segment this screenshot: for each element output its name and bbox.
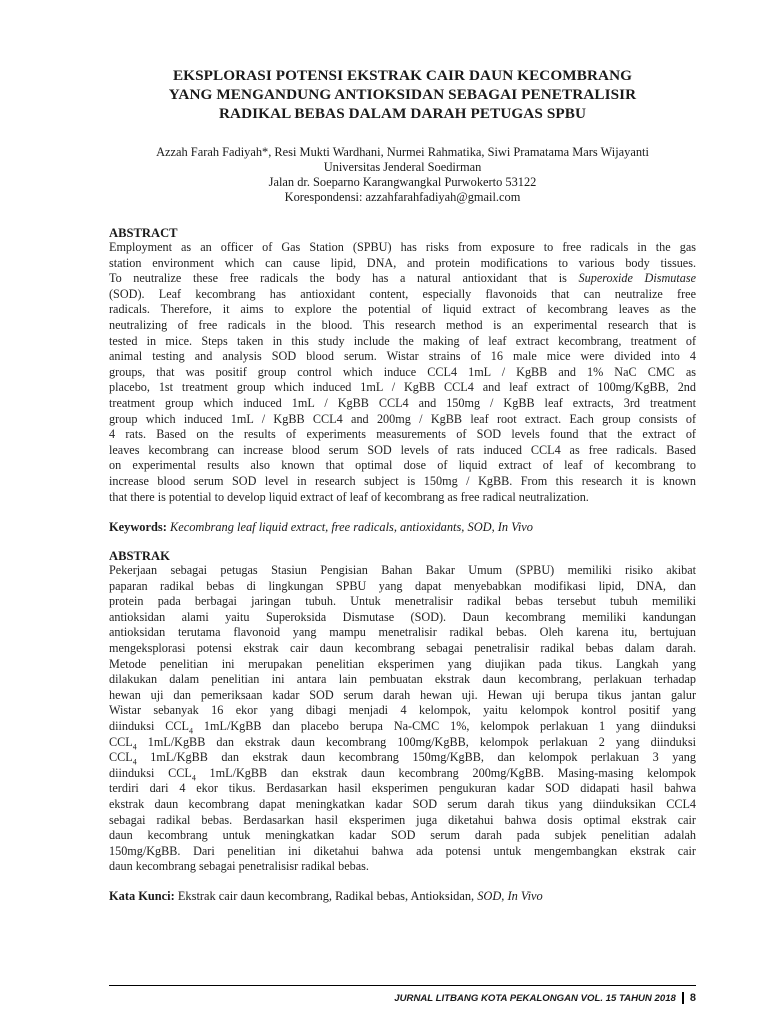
- abstrak-line: $CCL_4$ 1mL/KgBB dan ekstrak daun kecombrang 100mg/KgBB, kelompok perlakuan 2 yang diinduksi: [109, 734, 696, 752]
- title-line: YANG MENGANDUNG ANTIOKSIDAN SEBAGAI PENETRALISIR: [168, 86, 637, 103]
- page-number: 8: [689, 992, 696, 1004]
- keywords-english: [109, 520, 696, 535]
- abstrak-line: antioksidan alami yaitu Superoksida Dismutase (SOD). Daun kecombrang memiliki kandungan: [109, 609, 696, 624]
- abstract-line: (SOD). Leaf kecombrang has antioxidant content, especially flavonoids that can neutralize free: [109, 286, 696, 301]
- kata-kunci-label: Kata Kunci:: [109, 888, 175, 903]
- abstrak-body: [109, 563, 696, 875]
- abstract-heading: ABSTRACT: [109, 226, 178, 240]
- abstrak-line: protein pada berbagai jaringan tubuh. Untuk menetralisir radikal bebas tersebut tubuh memiliki: [109, 594, 696, 609]
- footer-rule: [109, 985, 696, 986]
- abstract-line: group which induced 1mL / KgBB CCL4 and 200mg / KgBB leaf root extract. Each group consists of: [109, 411, 696, 426]
- abstract-line: groups, that was positif group control which induce CCL4 1mL / KgBB and 1% NaC CMC as: [109, 364, 696, 379]
- journal-name: JURNAL LITBANG KOTA PEKALONGAN VOL. 15 TAHUN 2018: [394, 992, 676, 1004]
- abstract-line: animal testing and analysis SOD blood serum. Wistar strains of 16 male mice were divided into 4: [109, 349, 696, 364]
- abstract-line: on experimental results also known that optimal dose of liquid extract of leaf of kecombrang to: [109, 458, 696, 473]
- abstract-line: neutralizing of free radicals in the blood. This research method is an experimental research that is: [109, 317, 696, 332]
- abstrak-line: dilakukan dalam penelitian ini antara lain pembuatan ekstrak daun kecombrang, perlakuan terhadap: [109, 672, 696, 687]
- abstract-line: leaves kecombrang can increase blood serum SOD levels of rats induced CCL4 as free radicals. Based: [109, 442, 696, 457]
- abstract-line: radicals. Therefore, it aims to explore the potential of liquid extract of kecombrang leaves as the: [109, 302, 696, 317]
- abstract-indonesian: [109, 549, 696, 875]
- abstrak-line: 150mg/KgBB. Dari penelitian ini diketahui bahwa ada potensi untuk mengembangkan ekstrak cair: [109, 843, 696, 858]
- keywords-indonesian: [109, 889, 696, 904]
- abstrak-line: terdiri dari 4 ekor tikus. Berdasarkan hasil eksperimen pengukuran kadar SOD didapati hasil bahwa: [109, 781, 696, 796]
- author-correspondence: Korespondensi: azzahfarahfadiyah@gmail.com: [284, 190, 521, 204]
- abstract-line: increase blood serum SOD level in research subject is 150mg / KgBB. From this research it is known: [109, 473, 696, 488]
- title-line: EKSPLORASI POTENSI EKSTRAK CAIR DAUN KECOMBRANG: [172, 67, 633, 84]
- author-block: [109, 145, 696, 205]
- abstract-line: that there is potential to develop liquid extract of leaf of kecombrang as free radical neutralization.: [109, 489, 589, 504]
- abstrak-line: paparan radikal bebas di lingkungan SPBU yang dapat menyebabkan modifikasi lipid, DNA, dan: [109, 578, 696, 593]
- abstrak-line: daun kecombrang untuk meningkatkan kadar SOD serum darah pada subjek penelitian adalah: [109, 828, 696, 843]
- abstrak-line: ekstrak daun kecombrang dapat meningkatkan kadar SOD serum darah tikus yang diinduksikan CCL4: [109, 797, 696, 811]
- page-footer: [394, 992, 696, 1004]
- abstract-line: Employment as an officer of Gas Station (SPBU) has risks from exposure to free radicals in the gas: [109, 240, 696, 254]
- footer-separator: [682, 992, 684, 1004]
- paper-title: [109, 66, 696, 123]
- abstrak-line: hewan uji dan pemeriksaan kadar SOD serum darah hewan uji. Hewan uji berupa tikus jantan galur: [109, 687, 696, 702]
- abstrak-line: diinduksi $CCL_4$ 1mL/KgBB dan placebo berupa Na-CMC 1%, kelompok perlakuan 1 yang diinduksi: [109, 719, 696, 736]
- abstract-english: [109, 226, 696, 505]
- kata-kunci-text: Ekstrak cair daun kecombrang, Radikal bebas, Antioksidan, SOD, In Vivo: [177, 888, 543, 903]
- abstract-body: [109, 240, 696, 505]
- keywords-label: Keywords:: [109, 520, 167, 535]
- abstract-line: station environment which can cause lipid, DNA, and protein modifications to various body tissues.: [109, 255, 696, 270]
- abstract-line: 4 rats. Based on the results of experiments measurements of SOD levels found that the extract of: [109, 427, 696, 442]
- abstrak-line: diinduksi $CCL_4$ 1mL/KgBB dan ekstrak daun kecombrang 200mg/KgBB. Masing-masing kelompok: [109, 765, 696, 783]
- title-line: RADIKAL BEBAS DALAM DARAH PETUGAS SPBU: [218, 105, 587, 122]
- abstrak-line: Pekerjaan sebagai petugas Stasiun Pengisian Bahan Bakar Umum (SPBU) memiliki risiko akibat: [109, 563, 696, 578]
- abstrak-line: antioksidan terutama flavonoid yang mampu menetralisir radikal bebas. Oleh karena itu, bertujuan: [109, 625, 696, 640]
- abstract-line: placebo, 1st treatment group which induced 1mL / KgBB CCL4 and leaf extract of 100mg/KgBB, 2nd: [109, 380, 696, 395]
- abstrak-line: $CCL_4$ 1mL/KgBB dan ekstrak daun kecombrang 150mg/KgBB, dan kelompok perlakuan 3 yang: [109, 750, 696, 767]
- abstrak-line: sebagai radikal bebas. Berdasarkan hasil eksperimen juga diketahui bahwa dosis optimal ekstrak cair: [109, 812, 696, 827]
- author-institution: Universitas Jenderal Soedirman: [323, 160, 482, 174]
- abstract-line: tested in mice. Steps taken in this study include the making of leaf extract kecombrang, treatment of: [109, 333, 696, 348]
- abstrak-heading: ABSTRAK: [109, 549, 170, 564]
- abstract-line: To neutralize these free radicals the body has a natural antioxidant that is Superoxide Dismutase: [109, 271, 696, 286]
- abstrak-line: Wistar sebanyak 16 ekor yang dibagi menjadi 4 kelompok, yaitu kelompok kontrol positif yang: [109, 703, 696, 718]
- author-address: Jalan dr. Soeparno Karangwangkal Purwokerto 53122: [268, 175, 537, 189]
- keywords-text: Kecombrang leaf liquid extract, free radicals, antioxidants, SOD, In Vivo: [169, 520, 533, 535]
- abstract-line: treatment group which induced 1mL / KgBB CCL4 and 150mg / KgBB leaf extracts, 3rd treatment: [109, 395, 696, 410]
- abstrak-line: mengeksplorasi potensi ekstrak cair daun kecombrang sebagai penetralisir radikal bebas dalam darah.: [109, 641, 696, 656]
- abstrak-line: Metode penelitian ini merupakan penelitian eksperimen yang diujikan pada tikus. Langkah yang: [109, 656, 696, 671]
- author-names: Azzah Farah Fadiyah*, Resi Mukti Wardhani, Nurmei Rahmatika, Siwi Pramatama Mars Wijayanti: [156, 145, 649, 159]
- abstrak-line: daun kecombrang sebagai penetralisisr radikal bebas.: [109, 859, 369, 874]
- paper-page: [109, 66, 696, 904]
